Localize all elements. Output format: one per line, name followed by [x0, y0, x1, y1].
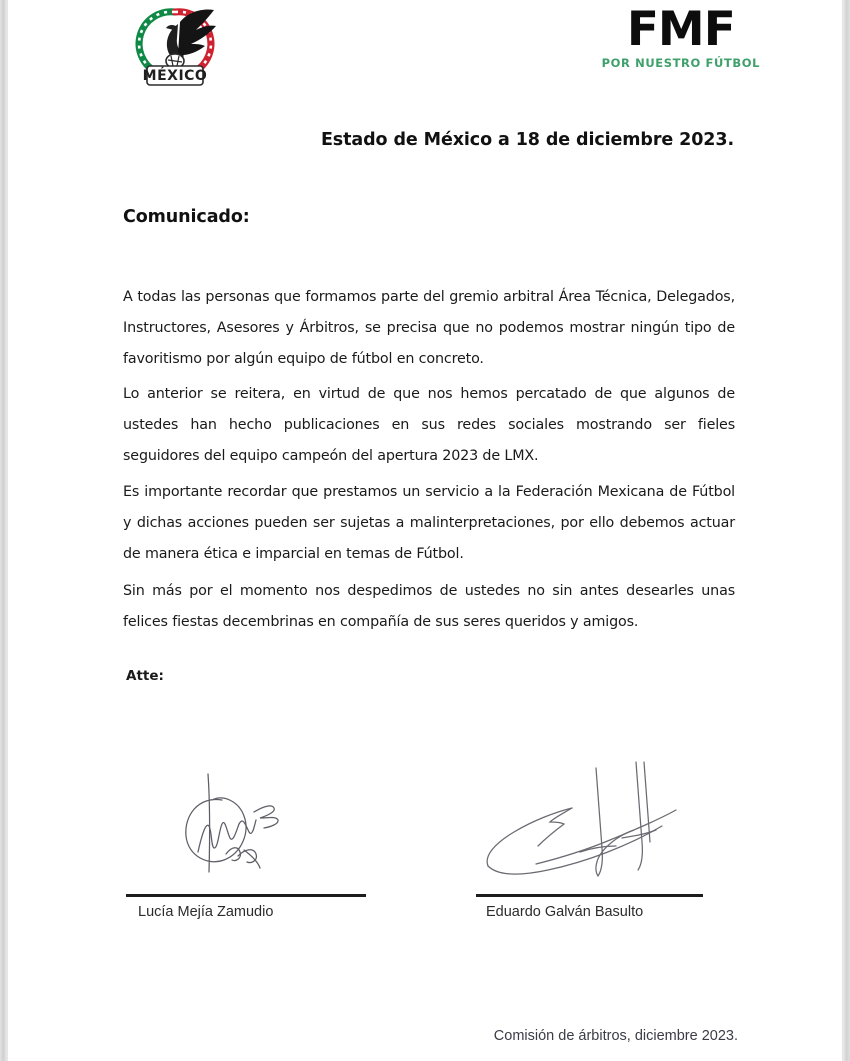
fmf-wordmark: FMF [626, 2, 735, 57]
paragraph: A todas las personas que formamos parte del gremio arbitral Área Técnica, Delegados, Instructores, Asesores y Árbitros, se precisa que no podemos mostrar ningún tipo de favoritismo por algún equipo de fútbol en concreto. [123, 289, 735, 368]
signature-block [126, 760, 376, 935]
salutation-heading: Comunicado: [123, 207, 250, 227]
paragraph: Sin más por el momento nos despedimos de ustedes no sin antes desearles unas felices fiestas decembrinas en compañía de sus seres queridos y amigos. [123, 583, 735, 631]
signatory-name: Eduardo Galván Basulto [486, 904, 644, 920]
mexico-national-team-crest-icon [126, 4, 224, 92]
letterhead [8, 0, 842, 105]
signature-block [476, 760, 726, 935]
date-line: Estado de México a 18 de diciembre 2023. [320, 130, 734, 150]
signatory-name: Lucía Mejía Zamudio [138, 904, 274, 920]
signature-rule [476, 894, 703, 897]
closing-label: Atte: [126, 668, 164, 684]
fmf-tagline: POR NUESTRO FÚTBOL [601, 55, 760, 70]
footer-note: Comisión de árbitros, diciembre 2023. [493, 1028, 738, 1044]
page-right-edge-shadow [842, 0, 850, 1061]
paragraph: Es importante recordar que prestamos un servicio a la Federación Mexicana de Fútbol y dichas acciones pueden ser sujetas a malinterpretaciones, por ello debemos actuar de manera ética e imparcial en temas de Fútbol. [123, 484, 735, 563]
svg-text:MÉXICO: MÉXICO [142, 68, 208, 84]
page-left-edge-shadow [0, 0, 8, 1061]
handwritten-signature-icon [476, 760, 726, 893]
signature-rule [126, 894, 366, 897]
paragraph: Lo anterior se reitera, en virtud de que nos hemos percatado de que algunos de ustedes han hecho publicaciones en sus redes sociales mostrando ser fieles seguidores del equipo campeón del apertura 2023 de LMX. [123, 386, 735, 465]
document-page [8, 0, 842, 1061]
handwritten-signature-icon [126, 760, 376, 893]
fmf-logo [601, 2, 760, 70]
